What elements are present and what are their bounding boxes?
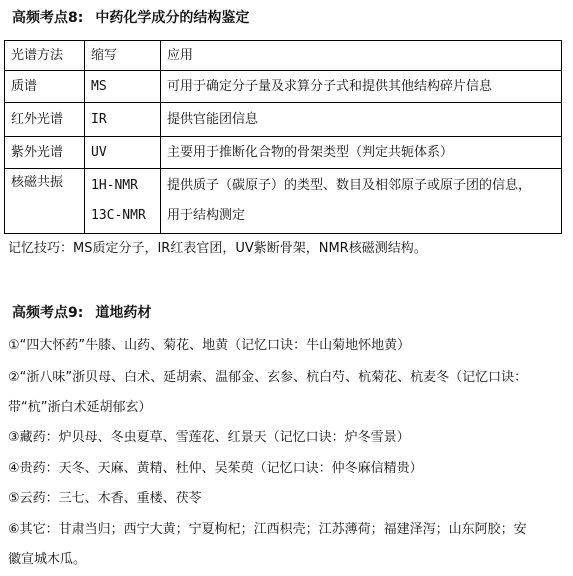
abbr-cell: MS	[85, 71, 161, 103]
list-item: 带“杭”浙白术延胡郁玄）	[8, 400, 152, 415]
list-item: 徽宣城木瓜。	[8, 552, 87, 567]
column-header: 应用	[161, 41, 562, 71]
list-item: ④贵药：天冬、天麻、黄精、杜仲、吴茱萸（记忆口诀：仲冬麻信精贵）	[8, 461, 423, 476]
application-line: 提供质子（碳原子）的类型、数目及相邻原子或原子团的信息，	[167, 178, 532, 193]
memory-tip: 记忆技巧：MS质定分子，IR红表官团，UV紫断骨架，NMR核磁测结构。	[8, 241, 427, 256]
list-item: ②“浙八味”浙贝母、白术、延胡索、温郁金、玄参、杭白芍、杭菊花、杭麦冬（记忆口诀：	[8, 370, 528, 385]
list-item: ①“四大怀药”牛膝、山药、菊花、地黄（记忆口诀：牛山菊地怀地黄）	[8, 338, 411, 353]
abbr-line: 1H-NMR	[91, 178, 138, 193]
application-cell: 主要用于推断化合物的骨架类型（判定共轭体系）	[161, 137, 562, 169]
method-cell: 质谱	[5, 71, 85, 103]
method-cell: 紫外光谱	[5, 137, 85, 169]
abbr-cell	[85, 169, 161, 234]
table-row	[5, 137, 562, 169]
section-heading-8	[12, 9, 249, 27]
application-cell: 提供官能团信息	[161, 103, 562, 137]
section-topic: 中药化学成分的结构鉴定	[95, 10, 250, 26]
list-item: ⑤云药：三七、木香、重楼、茯苓	[8, 491, 202, 506]
application-cell: 可用于确定分子量及求算分子式和提供其他结构碎片信息	[161, 71, 562, 103]
list-item: ⑥其它：甘肃当归；西宁大黄；宁夏枸杞；江西枳壳；江苏薄荷；福建泽泻；山东阿胶；安	[8, 522, 527, 537]
method-cell: 红外光谱	[5, 103, 85, 137]
abbr-cell: IR	[85, 103, 161, 137]
application-line: 用于结构测定	[167, 208, 246, 223]
list-item: ③藏药：炉贝母、冬虫夏草、雪莲花、红景天（记忆口诀：炉冬雪景）	[8, 430, 410, 445]
section-heading-9	[12, 304, 151, 322]
table-row	[5, 103, 562, 137]
spectroscopy-table	[4, 40, 562, 234]
column-header: 光谱方法	[5, 41, 85, 71]
table-header-row	[5, 41, 562, 71]
abbr-line: 13C-NMR	[91, 208, 146, 223]
table-row	[5, 169, 562, 234]
abbr-cell: UV	[85, 137, 161, 169]
column-header: 缩写	[85, 41, 161, 71]
section-topic: 道地药材	[95, 305, 152, 321]
application-cell	[161, 169, 562, 234]
section-number: 高频考点8:	[12, 10, 84, 26]
method-cell: 核磁共振	[5, 169, 85, 234]
section-number: 高频考点9:	[12, 305, 84, 321]
table-row	[5, 71, 562, 103]
